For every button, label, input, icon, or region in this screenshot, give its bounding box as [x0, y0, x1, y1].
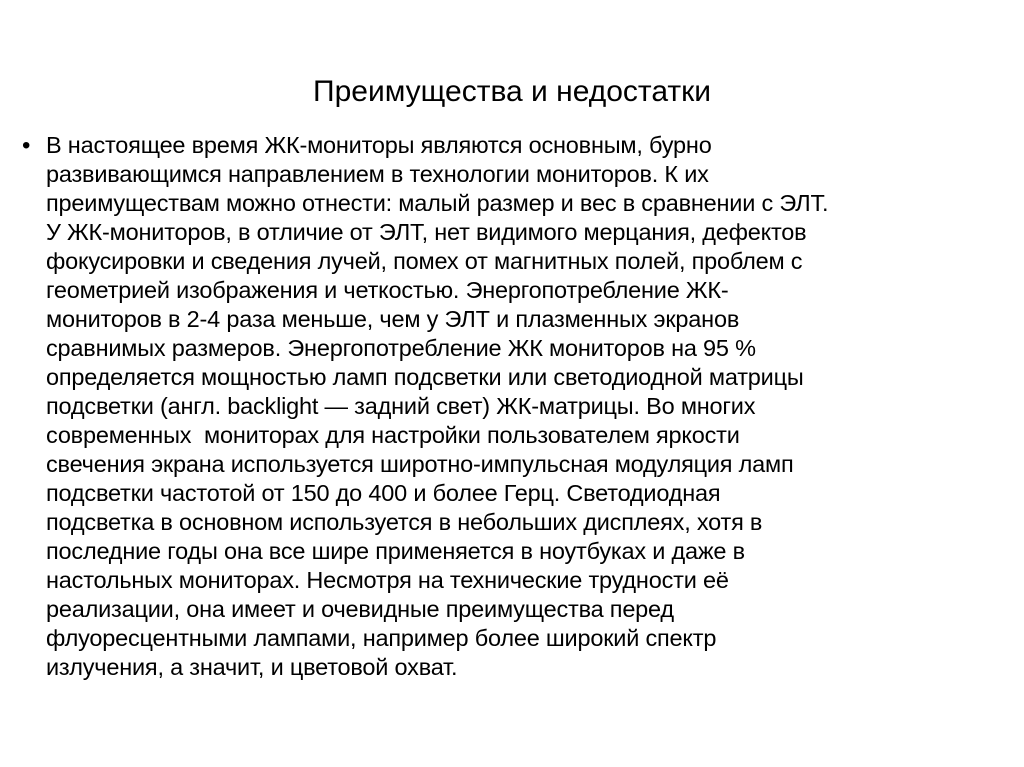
paragraph-line: сравнимых размеров. Энергопотребление ЖК мониторов на 95 %	[46, 335, 756, 361]
paragraph-line: подсветки (англ. backlight — задний свет) ЖК-матрицы. Во многих	[46, 393, 756, 419]
paragraph-line: настольных мониторах. Несмотря на технические трудности её	[46, 567, 729, 593]
paragraph-line: свечения экрана используется широтно-импульсная модуляция ламп	[46, 451, 794, 477]
paragraph-line: современных мониторах для настройки пользователем яркости	[46, 422, 740, 448]
paragraph-line: фокусировки и сведения лучей, помех от магнитных полей, проблем с	[46, 248, 803, 274]
paragraph-line: флуоресцентными лампами, например более широкий спектр	[46, 625, 717, 651]
slide-title: Преимущества и недостатки	[313, 75, 711, 108]
paragraph-line: подсветки частотой от 150 до 400 и более Герц. Светодиодная	[46, 480, 721, 506]
bullet-paragraph	[46, 131, 1002, 682]
paragraph-line: излучения, а значит, и цветовой охват.	[46, 654, 458, 680]
paragraph-line: В настоящее время ЖК-мониторы являются основным, бурно	[46, 132, 712, 158]
paragraph-line: развивающимся направлением в технологии мониторов. К их	[46, 161, 709, 187]
paragraph-line: определяется мощностью ламп подсветки или светодиодной матрицы	[46, 364, 804, 390]
bullet-icon: •	[22, 132, 31, 159]
paragraph-line: реализации, она имеет и очевидные преимущества перед	[46, 596, 674, 622]
paragraph-line: геометрией изображения и четкостью. Энергопотребление ЖК-	[46, 277, 729, 303]
paragraph-line: последние годы она все шире применяется в ноутбуках и даже в	[46, 538, 745, 564]
paragraph-line: У ЖК-мониторов, в отличие от ЭЛТ, нет видимого мерцания, дефектов	[46, 219, 807, 245]
paragraph-line: мониторов в 2-4 раза меньше, чем у ЭЛТ и плазменных экранов	[46, 306, 740, 332]
paragraph-line: подсветка в основном используется в небольших дисплеях, хотя в	[46, 509, 763, 535]
paragraph-line: преимуществам можно отнести: малый размер и вес в сравнении с ЭЛТ.	[46, 190, 829, 216]
